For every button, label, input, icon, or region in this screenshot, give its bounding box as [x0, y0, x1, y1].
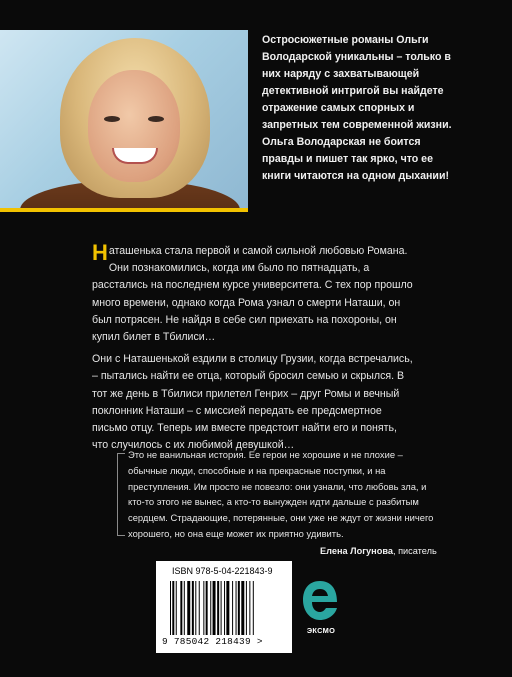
barcode — [156, 561, 292, 653]
review-bracket — [117, 453, 118, 535]
author-photo — [0, 30, 248, 212]
eksmo-logo-icon — [300, 578, 340, 628]
review-quote: Это не ванильная история. Ее герои не хорошие и не плохие – обычные люди, способные и на прекрасные поступки, и на преступления. Им просто не повезло: они узнали, что любовь зла, и кто-то этого не вынес, а кто-то вынужден идти дальше с разбитым сердцем. Страдающие, потерянные, они уже не ждут от жизни ничего хорошего, но она еще может их приятно удивить. — [128, 449, 434, 539]
isbn-label: ISBN 978-5-04-221843-9 — [172, 566, 273, 576]
synopsis-paragraph-1: Наташенька стала первой и самой сильной любовью Романа. Они познакомились, когда им было по пятнадцать, а расстались на последнем курсе университета. С тех пор прошло много времени, однако когда Рома узнал о смерти Наташи, он был потрясен. Не найдя в себе сил приехать на похороны, он купил билет в Тбилиси… — [92, 240, 413, 344]
synopsis — [92, 240, 414, 459]
publisher-name: ЭКСМО — [306, 626, 336, 635]
review-author: Елена Логунова, писатель — [320, 546, 437, 556]
barcode-bars — [170, 581, 278, 635]
drop-cap: Н — [92, 240, 108, 265]
author-blurb: Остросюжетные романы Ольги Володарской уникальны – только в них наряду с захватывающей детективной интригой вы найдете отражение самых спорных и запретных тем современной жизни. Ольга Володарская не боится правды и пишет так ярко, что ее книги читаются на одном дыхании! — [262, 34, 452, 182]
synopsis-paragraph-2: Они с Наташенькой ездили в столицу Грузии, когда встречались, – пытались найти ее отца, который бросил семью и скрылся. В тот же день в Тбилиси прилетел Генрих – друг Ромы и вечный поклонник Наташи – с миссией передать ее предсмертное письмо отцу. Теперь им вместе предстоит найти его и понять, что случилось с их любимой девушкой… — [92, 353, 413, 452]
barcode-digits: 9 785042 218439 > — [162, 636, 263, 647]
